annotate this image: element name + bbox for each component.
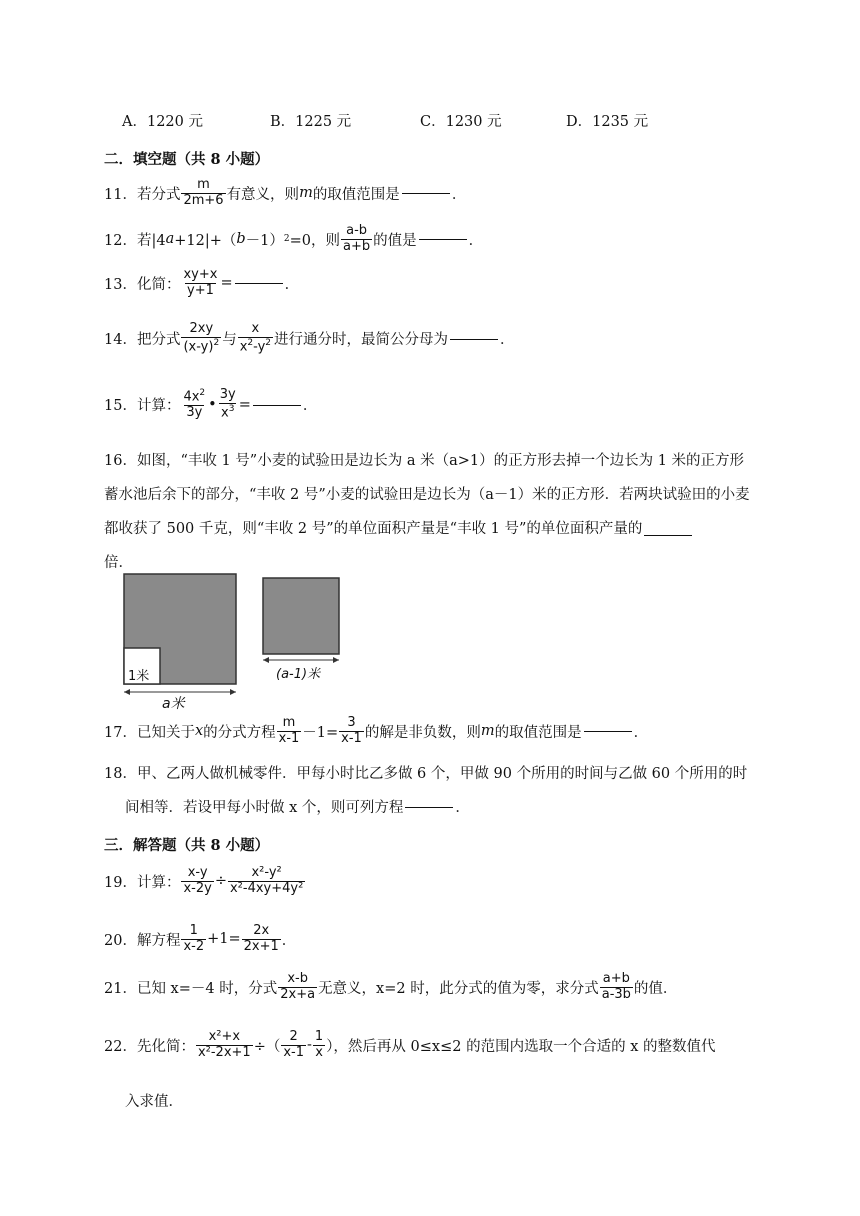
answer-blank[interactable] <box>644 534 692 536</box>
answer-blank[interactable] <box>402 192 450 194</box>
fraction: $\frac{m}{2m+6}$ <box>183 177 224 208</box>
question-21: 21． 已知 x=－4 时，分式 $\frac{x-b}{2x+a}$ 无意义，x=2 时，此分式的值为零，求分式 $\frac{a+b}{a-3b}$ 的值． <box>104 971 678 1002</box>
option-d: D．1235 元 <box>566 114 649 130</box>
answer-blank[interactable] <box>235 282 283 284</box>
fraction: $\frac{a-b}{a+b}$ <box>343 223 371 254</box>
fraction: $\frac{3}{x-1}$ <box>341 715 362 746</box>
fraction: $\frac{3y}{x^3}$ <box>219 387 236 421</box>
question-17: 17． 已知关于 x 的分式方程 $\frac{m}{x-1}$ －1= $\frac{3}{x-1}$ 的解是非负数，则 m 的取值范围是 ． <box>104 715 649 746</box>
fraction: $\frac{a+b}{a-3b}$ <box>601 971 631 1002</box>
option-c: C．1230 元 <box>420 114 502 130</box>
option-b: B．1225 元 <box>270 114 352 130</box>
fraction: $\frac{x-y}{x-2y}$ <box>183 865 212 896</box>
fraction: $\frac{2xy}{(x-y)^2}$ <box>183 321 220 355</box>
fraction: $\frac{\text{x²+x}}{\text{x²-2x+1}}$ <box>197 1029 251 1060</box>
question-15: 15． 计算： $\frac{4x^2}{3y}$ • $\frac{3y}{x^3}$ = ． <box>104 387 318 421</box>
question-20: 20． 解方程 $\frac{1}{x-2}$ +1= $\frac{2x}{2x+1}$ ． <box>104 923 297 954</box>
label-1m: 1米 <box>128 669 150 684</box>
answer-blank[interactable] <box>584 730 632 732</box>
question-12: 12． 若|4 a +12|+（ b －1） 2 =0，则 $\frac{a-b}{a+b}$ 的值是 ． <box>104 223 484 254</box>
fraction: $\frac{2}{x-1}$ <box>283 1029 304 1060</box>
wheat-field-figure <box>118 570 358 710</box>
label-a-m: a米 <box>162 696 185 710</box>
question-13: 13． 化简： $\frac{xy+x}{y+1}$ = ． <box>104 267 300 298</box>
fraction: $\frac{m}{x-1}$ <box>278 715 300 746</box>
field-2-square <box>263 578 339 654</box>
question-19: 19． 计算： $\frac{x-y}{x-2y}$ ÷ $\frac{\text{x²-y²}}{\text{x²-4xy+4y²}}$ <box>104 865 304 896</box>
fraction: $\frac{4x^2}{3y}$ <box>183 388 206 421</box>
question-11: 11． 若分式 $\frac{m}{2m+6}$ 有意义，则 m 的取值范围是 ． <box>104 177 467 208</box>
fraction: $\frac{\text{x²-y²}}{\text{x²-4xy+4y²}}$ <box>229 865 304 896</box>
section-title-fill-blank: 二．填空题（共 8 小题） <box>104 151 270 168</box>
answer-blank[interactable] <box>253 404 301 406</box>
question-22-line-2: 入求值． <box>125 1094 183 1110</box>
question-18-line-2: 间相等．若设甲每小时做 x 个，则可列方程 ． <box>125 800 470 816</box>
fraction: $\frac{2x}{2x+1}$ <box>243 923 279 954</box>
fraction: $\frac{1}{x-2}$ <box>183 923 205 954</box>
answer-blank[interactable] <box>419 238 467 240</box>
answer-blank[interactable] <box>450 338 498 340</box>
section-title-solve: 三．解答题（共 8 小题） <box>104 837 270 854</box>
option-a: A．1220 元 <box>122 114 203 130</box>
fraction: $\frac{1}{x}$ <box>314 1029 324 1060</box>
label-a-minus-1-m: (a-1)米 <box>276 667 321 682</box>
fraction: $\frac{x}{x^2-y^2}$ <box>239 321 272 355</box>
fraction: $\frac{xy+x}{y+1}$ <box>183 267 218 298</box>
question-16: 16．如图，“丰收 1 号”小麦的试验田是边长为 a 米（a>1）的正方形去掉一个边长为 1 米的正方形蓄水池后余下的部分，“丰收 2 号”小麦的试验田是边长为（a－1）米的正方形．若两块试验田的小麦都收获了 500 千克，则“丰收 2 号”的单位面积产量是“丰收 1 号”的单位面积产量的 倍． <box>104 453 750 571</box>
question-18-line-1: 18． 甲、乙两人做机械零件．甲每小时比乙多做 6 个，甲做 90 个所用的时间与乙做 60 个所用的时 <box>104 766 748 782</box>
fraction: $\frac{x-b}{2x+a}$ <box>280 971 316 1002</box>
question-14: 14． 把分式 $\frac{2xy}{(x-y)^2}$ 与 $\frac{x}{x^2-y^2}$ 进行通分时，最简公分母为 ． <box>104 321 515 355</box>
question-22: 22． 先化简： $\frac{\text{x²+x}}{\text{x²-2x+1}}$ ÷（ $\frac{2}{x-1}$ - $\frac{1}{x}$ ），然后再从 0≤x≤2 的范围内选取一个合适的 x 的整数值代 <box>104 1029 716 1060</box>
answer-blank[interactable] <box>405 806 453 808</box>
